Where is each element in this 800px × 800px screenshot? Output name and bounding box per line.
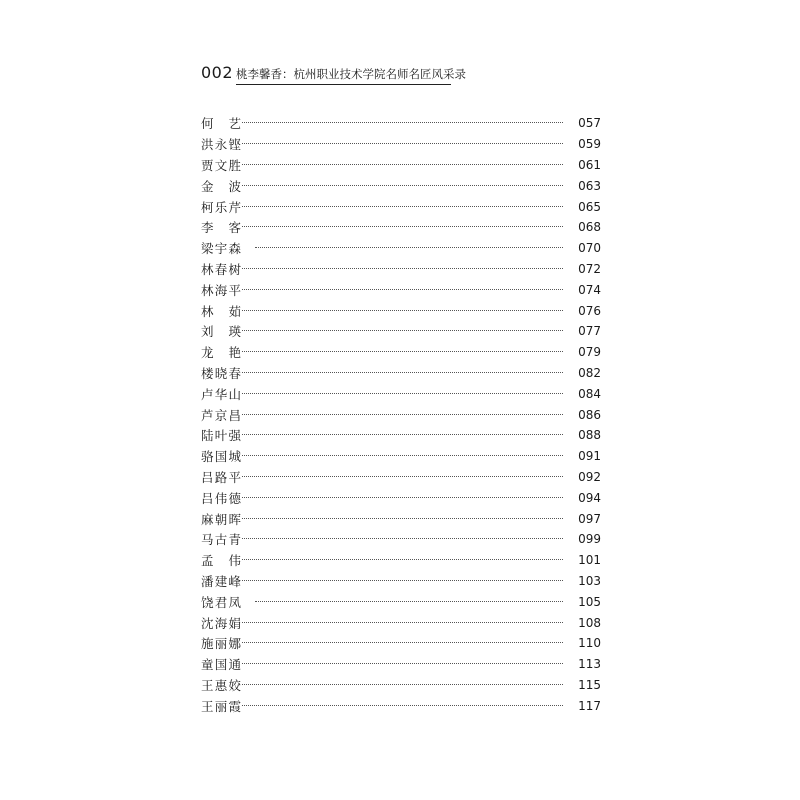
toc-entry-page: 101 xyxy=(578,553,601,568)
toc-entry-name: 洪 永 铿 xyxy=(201,137,241,153)
toc-entry xyxy=(201,571,601,592)
toc-entry-name: 施 丽 娜 xyxy=(201,636,241,652)
dot-leader xyxy=(242,559,563,560)
toc-entry xyxy=(201,155,601,176)
toc-entry-page: 113 xyxy=(578,657,601,672)
toc-entry-name: 王 丽 霞 xyxy=(201,698,241,714)
toc-entry xyxy=(201,342,601,363)
toc-entry-page: 077 xyxy=(578,324,601,339)
dot-leader xyxy=(242,414,563,415)
dot-leader xyxy=(242,226,563,227)
toc-entry-name: 芦 京 昌 xyxy=(201,407,241,423)
dot-leader xyxy=(242,434,563,435)
toc-entry-name: 林 茹 xyxy=(201,303,241,319)
toc-entry xyxy=(201,134,601,155)
toc-entry xyxy=(201,695,601,716)
dot-leader xyxy=(242,310,563,311)
toc-entry-name: 王 惠 姣 xyxy=(201,677,241,693)
toc-entry xyxy=(201,487,601,508)
dot-leader xyxy=(242,580,563,581)
toc-entry-name: 柯 乐 芹 xyxy=(201,199,241,215)
toc-entry-page: 103 xyxy=(578,573,601,588)
toc-entry-page: 092 xyxy=(578,469,601,484)
toc-entry-name: 陆 叶 强 xyxy=(201,428,241,444)
toc-entry-name: 饶 君 凤 xyxy=(201,594,241,610)
dot-leader xyxy=(255,247,563,248)
dot-leader xyxy=(242,663,563,664)
toc-entry xyxy=(201,217,601,238)
table-of-contents xyxy=(201,113,601,716)
toc-entry xyxy=(201,550,601,571)
toc-entry-page: 076 xyxy=(578,303,601,318)
dot-leader xyxy=(242,206,563,207)
toc-entry-page: 091 xyxy=(578,449,601,464)
toc-entry xyxy=(201,300,601,321)
toc-entry-page: 117 xyxy=(578,698,601,713)
toc-entry xyxy=(201,279,601,300)
dot-leader xyxy=(242,518,563,519)
dot-leader xyxy=(242,538,563,539)
toc-entry xyxy=(201,175,601,196)
toc-entry xyxy=(201,238,601,259)
toc-entry xyxy=(201,196,601,217)
dot-leader xyxy=(242,497,563,498)
toc-entry xyxy=(201,259,601,280)
toc-entry xyxy=(201,404,601,425)
toc-entry-name: 楼 晓 春 xyxy=(201,365,241,381)
toc-entry-name: 刘 瑛 xyxy=(201,324,241,340)
toc-entry xyxy=(201,383,601,404)
toc-entry-name: 龙 艳 xyxy=(201,345,241,361)
toc-entry-name: 吕 伟 德 xyxy=(201,490,241,506)
toc-entry xyxy=(201,425,601,446)
toc-entry xyxy=(201,654,601,675)
toc-entry-page: 065 xyxy=(578,199,601,214)
toc-entry xyxy=(201,529,601,550)
toc-entry-name: 童 国 通 xyxy=(201,657,241,673)
page-header xyxy=(201,62,601,86)
book-title: 桃李馨香：杭州职业技术学院名师名匠风采录 xyxy=(236,66,451,85)
dot-leader xyxy=(242,143,563,144)
dot-leader xyxy=(255,601,563,602)
toc-entry xyxy=(201,446,601,467)
dot-leader xyxy=(242,393,563,394)
toc-entry-page: 115 xyxy=(578,677,601,692)
toc-entry xyxy=(201,321,601,342)
toc-entry-name: 麻 朝 晖 xyxy=(201,511,241,527)
toc-entry-page: 068 xyxy=(578,220,601,235)
toc-entry-page: 070 xyxy=(578,241,601,256)
toc-entry-page: 063 xyxy=(578,178,601,193)
toc-entry-page: 059 xyxy=(578,137,601,152)
toc-entry-page: 110 xyxy=(578,636,601,651)
toc-entry-page: 088 xyxy=(578,428,601,443)
dot-leader xyxy=(242,622,563,623)
toc-entry-name: 马 古 青 xyxy=(201,532,241,548)
toc-entry xyxy=(201,113,601,134)
toc-entry-page: 074 xyxy=(578,282,601,297)
toc-entry-page: 097 xyxy=(578,511,601,526)
toc-entry-name: 骆 国 城 xyxy=(201,449,241,465)
dot-leader xyxy=(242,705,563,706)
toc-entry-page: 072 xyxy=(578,261,601,276)
toc-entry-page: 079 xyxy=(578,345,601,360)
toc-entry xyxy=(201,363,601,384)
toc-entry xyxy=(201,633,601,654)
toc-entry-page: 108 xyxy=(578,615,601,630)
toc-entry-page: 099 xyxy=(578,532,601,547)
dot-leader xyxy=(242,122,563,123)
toc-entry-name: 何 艺 xyxy=(201,116,241,132)
dot-leader xyxy=(242,289,563,290)
toc-entry-name: 金 波 xyxy=(201,178,241,194)
toc-entry xyxy=(201,591,601,612)
dot-leader xyxy=(242,330,563,331)
toc-entry-name: 卢 华 山 xyxy=(201,386,241,402)
toc-entry-page: 084 xyxy=(578,386,601,401)
toc-entry-name: 沈 海 娟 xyxy=(201,615,241,631)
dot-leader xyxy=(242,185,563,186)
dot-leader xyxy=(242,684,563,685)
toc-entry-name: 吕 路 平 xyxy=(201,469,241,485)
toc-entry-name: 林 海 平 xyxy=(201,282,241,298)
toc-entry xyxy=(201,612,601,633)
dot-leader xyxy=(242,351,563,352)
toc-entry-name: 林 春 树 xyxy=(201,261,241,277)
toc-entry xyxy=(201,675,601,696)
page-number: 002 xyxy=(201,63,234,82)
toc-entry xyxy=(201,467,601,488)
toc-entry-page: 057 xyxy=(578,116,601,131)
toc-entry-page: 086 xyxy=(578,407,601,422)
dot-leader xyxy=(242,372,563,373)
dot-leader xyxy=(242,455,563,456)
dot-leader xyxy=(242,642,563,643)
toc-entry-page: 061 xyxy=(578,157,601,172)
toc-entry-page: 082 xyxy=(578,365,601,380)
dot-leader xyxy=(242,476,563,477)
toc-entry-page: 094 xyxy=(578,490,601,505)
toc-entry-page: 105 xyxy=(578,594,601,609)
toc-entry-name: 李 客 xyxy=(201,220,241,236)
toc-entry xyxy=(201,508,601,529)
toc-entry-name: 孟 伟 xyxy=(201,553,241,569)
toc-entry-name: 贾 文 胜 xyxy=(201,157,241,173)
toc-entry-name: 潘 建 峰 xyxy=(201,573,241,589)
toc-entry-name: 梁 宇 森 xyxy=(201,241,241,257)
dot-leader xyxy=(242,164,563,165)
dot-leader xyxy=(242,268,563,269)
